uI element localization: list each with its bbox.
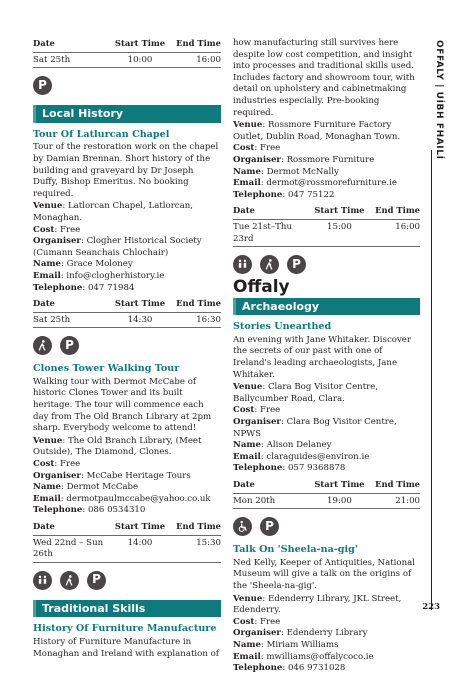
event-description: Tour of the restoration work on the chapel by Damian Brennan. Short history of the building and graveyard by Dr Joseph Duffy, Bishop Emeritus. No booking required. (33, 142, 219, 199)
facility-icons (33, 571, 221, 590)
event-title: Stories Unearthed (233, 321, 332, 333)
event-cost: Cost: Free (233, 616, 281, 627)
side-county-label: OFFALY | UÍBH FHAILÍ (434, 40, 444, 160)
facility-icons (233, 255, 420, 274)
page-number: 223 (422, 602, 440, 612)
schedule-row: Sat 25th 14:30 16:30 (33, 312, 221, 329)
event-contact-name: Name: Miriam Williams (233, 639, 339, 650)
right-column (233, 38, 420, 675)
event-venue: Venue: The Old Branch Library, (Meet Outside), The Diamond, Clones. (33, 435, 202, 458)
event-email: Email: mwilliams@offalycoco.ie (233, 651, 374, 662)
parking-icon: P (260, 517, 279, 536)
schedule-header: Date Start Time End Time (33, 521, 221, 531)
event-description: Walking tour with Dermot McCabe of historic Clones Tower and its built heritage. The tour will commence each day from The Old Branch Library at 2pm sharp. Everybody welcome to attend! (33, 376, 212, 434)
event-contact-name: Name: Grace Moloney (33, 259, 133, 270)
county-heading: Offaly (233, 277, 290, 298)
parking-icon: P (60, 336, 79, 355)
event-email: Email: dermotpaulmccabe@yahoo.co.uk (33, 493, 211, 504)
parking-icon: P (87, 571, 106, 590)
event-telephone: Telephone: 086 0534310 (33, 505, 146, 516)
event-venue: Venue: Rossmore Furniture Factory Outlet, Dublin Road, Monaghan Town. (233, 120, 401, 142)
facility-icons (233, 517, 420, 536)
event-cost: Cost: Free (233, 143, 281, 154)
schedule-row: Sat 25th 10:00 16:00 (33, 52, 221, 69)
event-cost: Cost: Free (33, 224, 81, 235)
event-email: Email: claraguides@environ.ie (233, 451, 370, 462)
event-title: Talk On 'Sheela-na-gig' (233, 544, 358, 556)
facility-icons (33, 76, 221, 95)
event-venue: Venue: Edenderry Library, JKL Street, Edenderry. (233, 593, 402, 616)
schedule-header: Date Start Time End Time (33, 298, 221, 309)
event-description: Ned Kelly, Keeper of Antiquities, National Museum will give a talk on the origins of the 'Sheela-na-gig'. (233, 557, 415, 591)
family-icon (233, 255, 252, 274)
schedule-header: Date Start Time End Time (33, 38, 221, 48)
event-telephone: Telephone: 046 9731028 (233, 663, 346, 674)
event-organiser: Organiser: McCabe Heritage Tours (33, 470, 191, 481)
event-organiser: Organiser: Edenderry Library (233, 628, 368, 639)
schedule-row: Tue 21st–Thu 23rd 15:00 16:00 (233, 219, 420, 247)
schedule-row: Wed 22nd – Sun 26th 14:00 15:30 (33, 535, 221, 563)
walking-icon (260, 255, 279, 274)
family-icon (33, 571, 52, 590)
event-title: Clones Tower Walking Tour (33, 363, 180, 375)
parking-icon: P (33, 76, 52, 95)
event-title: History Of Furniture Manufacture (33, 623, 217, 635)
event-contact-name: Name: Dermot McNally (233, 166, 339, 177)
event-description: An evening with Jane Whitaker. Discover the secrets of our past with one of Ireland's leading archaeologists, Jane Whitaker. (233, 334, 411, 380)
event-telephone: Telephone: 057 9368878 (233, 463, 346, 474)
schedule-header: Date Start Time End Time (233, 205, 421, 216)
event-venue: Venue: Clara Bog Visitor Centre, Ballycumber Road, Clara. (233, 382, 379, 404)
left-column (33, 38, 221, 661)
schedule-header: Date Start Time End Time (233, 479, 421, 489)
event-organiser: Organiser: Clara Bog Visitor Centre, NPWS (233, 417, 397, 439)
section-traditional-skills: Traditional Skills (33, 600, 221, 618)
event-description: History of Furniture Manufacture in Monaghan and Ireland with explanation of (33, 636, 219, 659)
side-divider (431, 150, 432, 610)
event-organiser: Organiser: Rossmore Furniture (233, 154, 375, 165)
event-email: Email: info@clogherhistory.ie (33, 270, 165, 281)
schedule-row: Mon 20th 19:00 21:00 (233, 493, 420, 510)
event-contact-name: Name: Alison Delaney (233, 440, 332, 451)
event-cost: Cost: Free (233, 405, 281, 416)
event-email: Email: dermot@rossmorefurniture.ie (233, 178, 397, 189)
parking-icon: P (287, 255, 306, 274)
event-telephone: Telephone: 047 71984 (33, 282, 135, 293)
event-description: how manufacturing still survives here despite low cost competition, and insight into processes and traditional skills used. Includes factory and showroom tour, with detail on upholstery and cabinetmaking industries especially. Pre-booking required. (233, 38, 415, 118)
event-venue: Venue: Latlorcan Chapel, Latlorcan, Monaghan. (33, 201, 194, 223)
event-organiser: Organiser: Clogher Historical Society (Cumann Seanchais Chlochair) (33, 236, 202, 258)
walking-icon (60, 571, 79, 590)
event-title: Tour Of Latlurcan Chapel (33, 128, 170, 140)
walking-icon (33, 336, 52, 355)
section-local-history: Local History (33, 105, 221, 123)
event-telephone: Telephone: 047 75122 (233, 189, 335, 200)
event-contact-name: Name: Dermot McCabe (33, 482, 139, 493)
wheelchair-icon (233, 517, 252, 536)
facility-icons (33, 336, 221, 355)
event-cost: Cost: Free (33, 459, 81, 470)
section-archaeology: Archaeology (233, 298, 420, 316)
